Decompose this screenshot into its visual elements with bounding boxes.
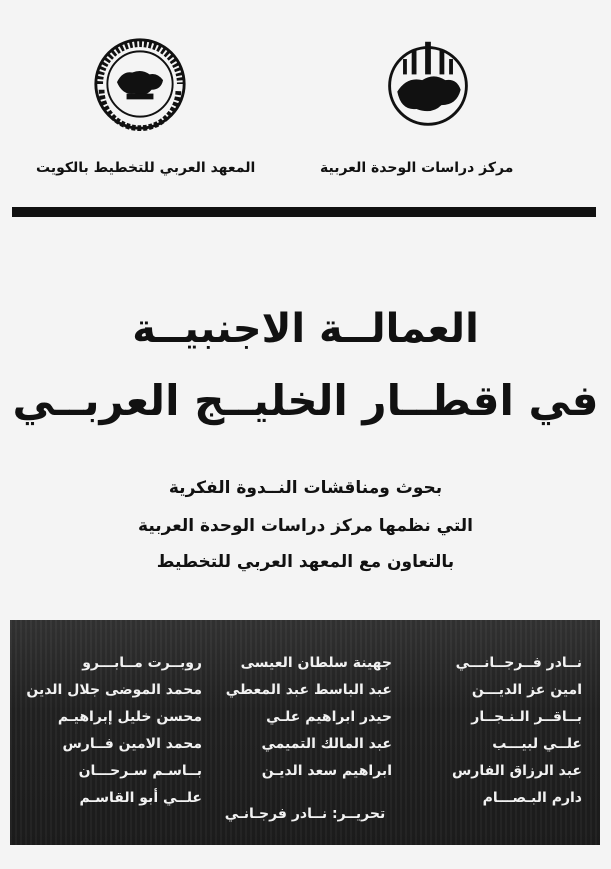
subtitle-line-3: بالتعاون مع المعهد العربي للتخطيط [156,552,455,572]
authors-column-right [407,650,582,812]
centre-arab-unity-studies-name: مركز دراسات الوحدة العربية [320,160,514,176]
author-name: دارم البـصـــام [482,790,582,806]
book-title-line-1: العمالــة الاجنبيــة [132,306,479,352]
author-name: جهينة سلطان العيسى [240,655,392,671]
authors-column-left [20,650,202,812]
editor-credit: تحريــر: نــادر فرجـانـي [224,806,386,822]
author-name: عبد الرزاق الفارس [451,763,582,779]
centre-arab-unity-studies-logo-icon [380,36,476,132]
arab-planning-institute-logo-icon [92,36,188,132]
authors-column-middle [217,650,392,785]
author-name: علــي أبو القاسـم [79,790,202,806]
author-name: امين عز الديـــن [471,682,582,698]
author-name: ابراهيم سعد الديـن [261,763,392,779]
author-name: نــادر فــرجــانـــي [455,655,582,671]
author-name: عبد الباسط عبد المعطي [225,682,392,698]
author-name: محسن خليل إبراهيـم [57,709,202,725]
author-name: محمد الموضى جلال الدين [26,682,202,698]
author-name: روبــرت مــابـــرو [82,655,202,671]
author-name: حيدر ابراهيم علـي [266,709,392,725]
author-name: محمد الامين فــارس [62,736,202,752]
author-name: بــاقــر الـنـجــار [471,709,582,725]
authors-panel [10,620,600,845]
arab-planning-institute-name: المعهد العربي للتخطيط بالكويت [36,160,256,176]
subtitle-line-2: التي نظمها مركز دراسات الوحدة العربية [138,516,473,536]
author-name: علــي لبيـــب [492,736,582,752]
subtitle-line-1: بحوث ومناقشات النــدوة الفكرية [168,478,443,498]
author-name: عبد المالك التميمي [261,736,392,752]
author-name: بــاسـم سـرحـــان [78,763,202,779]
book-title-line-2: في اقطــار الخليــج العربــي [12,376,599,425]
header-divider [12,207,596,217]
